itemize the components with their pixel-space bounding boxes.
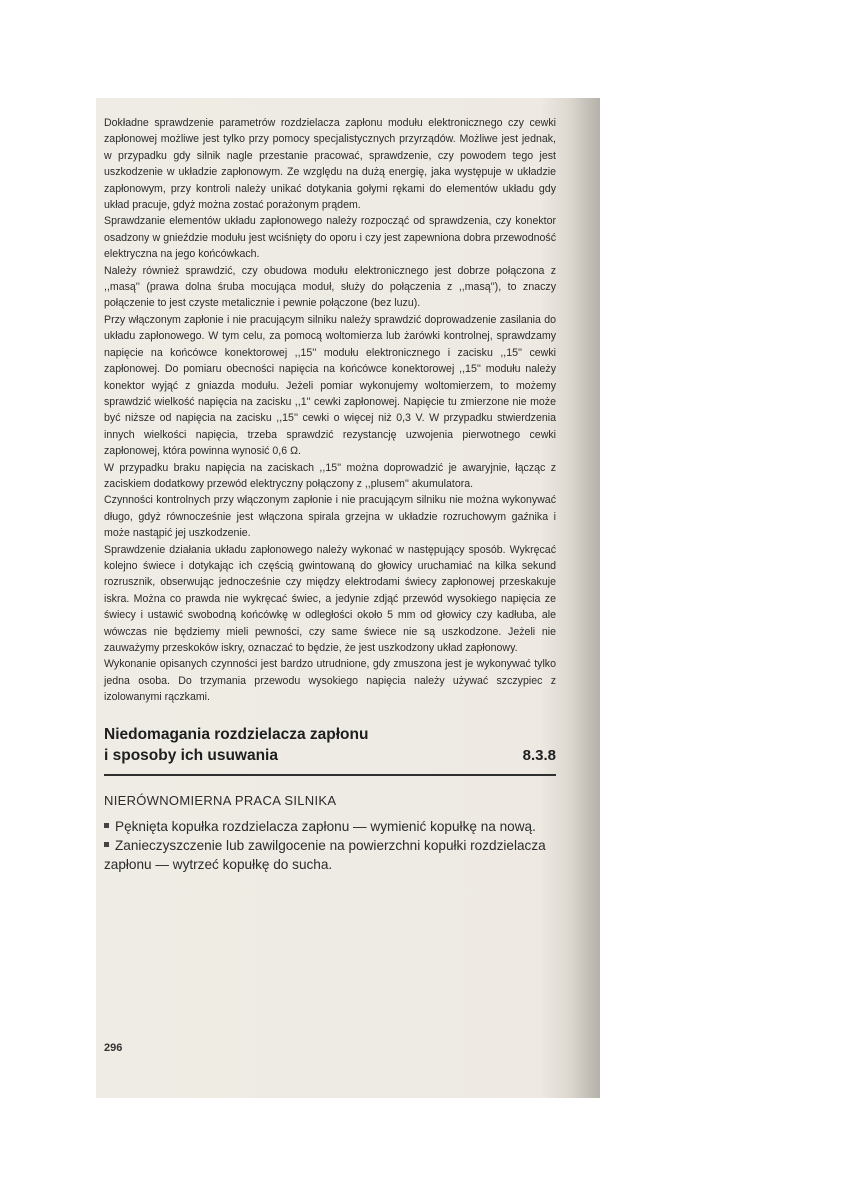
paragraph: Wykonanie opisanych czynności jest bardzo utrudnione, gdy zmuszona jest je wykonywać tylko jedna osoba. Do trzymania przewodu wysokiego napięcia należy używać szczypiec z izolowanymi rączkami. bbox=[104, 658, 556, 704]
paragraph: Dokładne sprawdzenie parametrów rozdzielacza zapłonu modułu elektronicznego czy cewki zapłonowej możliwe jest tylko przy pomocy specjalistycznych przyrządów. Możliwe jest jednak, w przypadku gdy silnik nagle przestanie pracować, sprawdzenie, czy powodem tego jest uszkodzenie w układzie zapłonowym. Ze względu na dużą energię, jaka występuje w układzie zapłonowym, przy kontroli należy unikać dotykania gołymi rękami do elementów układu gdy układ pracuje, gdyż można zostać porażonym prądem. bbox=[104, 117, 556, 212]
section-divider bbox=[104, 774, 556, 776]
paragraph: Sprawdzanie elementów układu zapłonowego należy rozpocząć od sprawdzenia, czy konektor osadzony w gnieździe modułu jest wciśnięty do oporu i czy jest zapewniona dobra przewodność elektryczna na jego końcówkach. bbox=[104, 215, 556, 261]
paragraph: Czynności kontrolnych przy włączonym zapłonie i nie pracującym silniku nie można wykonywać długo, gdyż równocześnie jest włączona spirala grzejna w układzie rozruchowym gaźnika i może nastąpić jej uszkodzenie. bbox=[104, 494, 556, 540]
paragraph: W przypadku braku napięcia na zaciskach ,,15'' można doprowadzić je awaryjnie, łącząc z zaciskiem dodatkowy przewód elektryczny połączony z ,,plusem'' akumulatora. bbox=[104, 461, 556, 490]
subheading: NIERÓWNOMIERNA PRACA SILNIKA bbox=[104, 792, 337, 808]
page-content bbox=[104, 115, 556, 874]
section-title-line-1: Niedomagania rozdzielacza zapłonu bbox=[104, 725, 369, 743]
square-bullet-icon bbox=[104, 823, 109, 828]
square-bullet-icon bbox=[104, 842, 109, 847]
paragraph: Sprawdzenie działania układu zapłonowego należy wykonać w następujący sposób. Wykręcać kolejno świece i dotykając ich częścią gwintowaną do głowicy uruchamiać na kilka sekund rozrusznik, obserwując jednocześnie czy między elektrodami świecy zapłonowej przeskakuje iskra. Można co prawda nie wykręcać świec, a jedynie zdjąć przewód wysokiego napięcia ze świecy i ustawić swobodną końcówkę w odległości około 5 mm od głowicy czy kadłuba, ale wówczas nie będziemy mieli pewności, czy same świece nie są uszkodzone. Jeżeli nie zauważymy przeskoków iskry, oznaczać to będzie, że jest uszkodzony układ zapłonowy. bbox=[104, 543, 556, 654]
scanned-page bbox=[96, 98, 600, 1098]
list-item bbox=[104, 836, 556, 874]
book-gutter-shadow bbox=[570, 98, 600, 1098]
bullet-text: Zanieczyszczenie lub zawilgocenie na powierzchni kopułki rozdzielacza zapłonu — wytrzeć kopułkę do sucha. bbox=[104, 837, 546, 872]
list-item bbox=[104, 817, 556, 836]
body-text bbox=[104, 115, 556, 706]
section-number: 8.3.8 bbox=[522, 746, 556, 764]
paragraph: Przy włączonym zapłonie i nie pracującym silniku należy sprawdzić doprowadzenie zasilania do układu zapłonowego. W tym celu, za pomocą woltomierza lub żarówki kontrolnej, sprawdzamy napięcie na końcówce konektorowej ,,15'' modułu elektronicznego i zacisku ,,15'' cewki zapłonowej. Do pomiaru obecności napięcia na końcówce konektorowej ,,15'' modułu należy konektor wyjąć z gniazda modułu. Jeżeli pomiar wykonujemy woltomierzem, to możemy sprawdzić wielkość napięcia na zacisku ,,1'' cewki zapłonowej. Napięcie tu zmierzone nie może być niższe od napięcia na zacisku ,,15'' cewki o więcej niż 0,3 V. W przypadku stwierdzenia innych wielkości napięcia, trzeba sprawdzić rezystancję uzwojenia pierwotnego cewki zapłonowej, która powinna wynosić 0,6 Ω. bbox=[104, 313, 556, 458]
bullet-text: Pęknięta kopułka rozdzielacza zapłonu — wymienić kopułkę na nową. bbox=[115, 818, 536, 834]
page-number: 296 bbox=[104, 1042, 123, 1054]
bullet-list bbox=[104, 817, 556, 874]
section-heading bbox=[104, 724, 556, 766]
section-title-line-2: i sposoby ich usuwania bbox=[104, 746, 278, 764]
paragraph: Należy również sprawdzić, czy obudowa modułu elektronicznego jest dobrze połączona z ,,masą'' (prawa dolna śruba mocująca moduł, służy do połączenia z ,,masą''), to znaczy połączenie to jest czyste metalicznie i pewnie połączone (bez luzu). bbox=[104, 264, 556, 310]
